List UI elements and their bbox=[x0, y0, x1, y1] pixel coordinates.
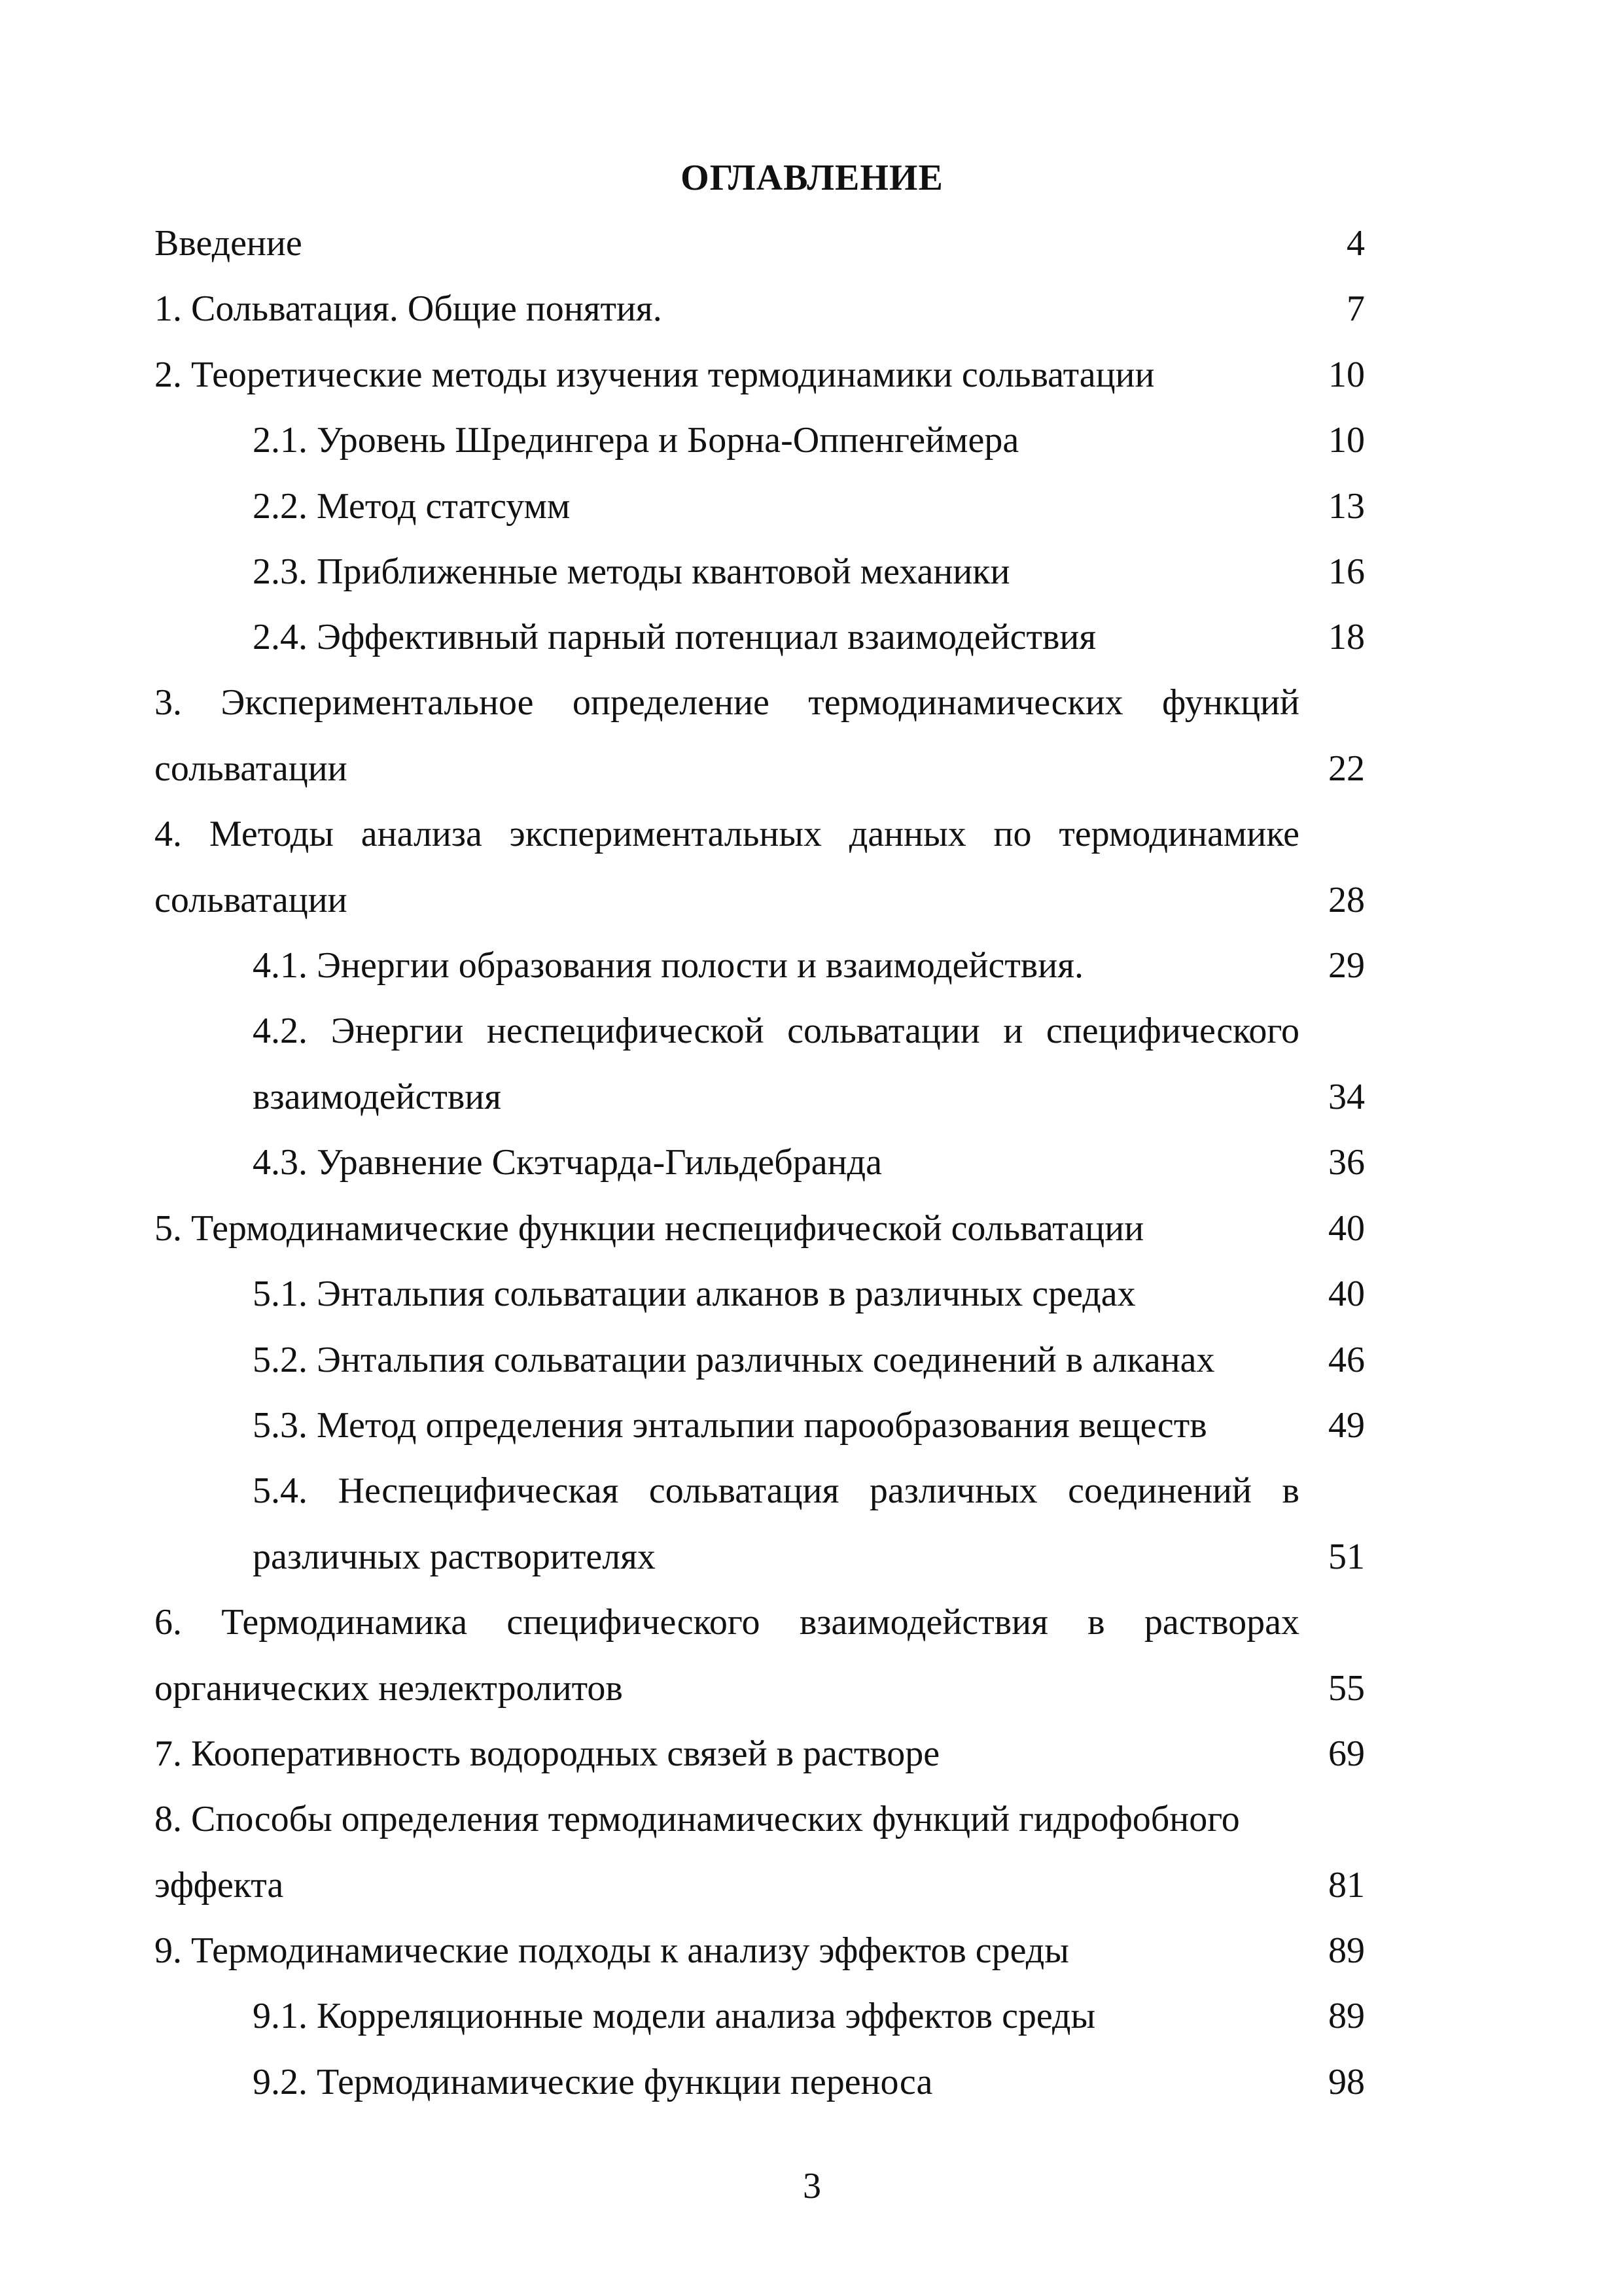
page-number: 3 bbox=[803, 2166, 821, 2206]
toc-entry-5-2[interactable]: 5.2. Энтальпия сольватации различных соединений в алканах bbox=[253, 1340, 1215, 1380]
toc-entry-5[interactable]: 5. Термодинамические функции неспецифической сольватации bbox=[154, 1208, 1144, 1249]
toc-page-number: 89 bbox=[1328, 1930, 1365, 1971]
toc-entry-6-continuation[interactable]: органических неэлектролитов bbox=[154, 1668, 623, 1709]
toc-entry-7[interactable]: 7. Кооперативность водородных связей в растворе bbox=[154, 1733, 940, 1774]
toc-page-number: 69 bbox=[1328, 1733, 1365, 1774]
toc-entry-1[interactable]: 1. Сольватация. Общие понятия. bbox=[154, 288, 662, 329]
toc-entry-2-4[interactable]: 2.4. Эффективный парный потенциал взаимодействия bbox=[253, 617, 1097, 657]
toc-entry-9-1[interactable]: 9.1. Корреляционные модели анализа эффектов среды bbox=[253, 1996, 1096, 2036]
toc-entry-4-3[interactable]: 4.3. Уравнение Скэтчарда-Гильдебранда bbox=[253, 1142, 882, 1183]
toc-page-number: 16 bbox=[1328, 551, 1365, 592]
toc-entry-9-2[interactable]: 9.2. Термодинамические функции переноса bbox=[253, 2062, 933, 2102]
toc-page-number: 81 bbox=[1328, 1865, 1365, 1905]
toc-page-number: 28 bbox=[1328, 880, 1365, 920]
toc-entry-3[interactable]: 3. Экспериментальное определение термодинамических функций bbox=[154, 682, 1299, 723]
toc-page-number: 98 bbox=[1328, 2062, 1365, 2102]
toc-page-number: 34 bbox=[1328, 1077, 1365, 1117]
toc-page-number: 46 bbox=[1328, 1340, 1365, 1380]
toc-entry-4-continuation[interactable]: сольватации bbox=[154, 880, 347, 920]
toc-page-number: 7 bbox=[1347, 288, 1365, 329]
toc-entry-3-continuation[interactable]: сольватации bbox=[154, 748, 347, 789]
toc-page-number: 18 bbox=[1328, 617, 1365, 657]
toc-entry-4-2-continuation[interactable]: взаимодействия bbox=[253, 1077, 502, 1117]
toc-entry-5-3[interactable]: 5.3. Метод определения энтальпии парообразования веществ bbox=[253, 1405, 1207, 1446]
toc-title: ОГЛАВЛЕНИЕ bbox=[680, 158, 944, 198]
toc-entry-8-continuation[interactable]: эффекта bbox=[154, 1865, 284, 1905]
toc-entry-4[interactable]: 4. Методы анализа экспериментальных данных по термодинамике bbox=[154, 814, 1299, 854]
toc-entry-4-1[interactable]: 4.1. Энергии образования полости и взаимодействия. bbox=[253, 945, 1084, 986]
toc-entry-intro[interactable]: Введение bbox=[154, 223, 302, 264]
toc-page-number: 40 bbox=[1328, 1274, 1365, 1314]
toc-entry-8[interactable]: 8. Способы определения термодинамических функций гидрофобного bbox=[154, 1799, 1240, 1839]
toc-page-number: 55 bbox=[1328, 1668, 1365, 1709]
toc-entry-2[interactable]: 2. Теоретические методы изучения термодинамики сольватации bbox=[154, 355, 1155, 395]
toc-page-number: 13 bbox=[1328, 486, 1365, 527]
toc-entry-2-2[interactable]: 2.2. Метод статсумм bbox=[253, 486, 571, 527]
toc-entry-9[interactable]: 9. Термодинамические подходы к анализу эффектов среды bbox=[154, 1930, 1069, 1971]
toc-page-number: 10 bbox=[1328, 355, 1365, 395]
toc-page-number: 29 bbox=[1328, 945, 1365, 986]
toc-entry-2-1[interactable]: 2.1. Уровень Шредингера и Борна-Оппенгеймера bbox=[253, 420, 1019, 461]
toc-page-number: 40 bbox=[1328, 1208, 1365, 1249]
toc-page-number: 36 bbox=[1328, 1142, 1365, 1183]
toc-entry-5-4[interactable]: 5.4. Неспецифическая сольватация различных соединений в bbox=[253, 1470, 1299, 1511]
toc-page-number: 51 bbox=[1328, 1537, 1365, 1577]
toc-page-number: 10 bbox=[1328, 420, 1365, 461]
toc-page-number: 4 bbox=[1347, 223, 1365, 264]
toc-entry-2-3[interactable]: 2.3. Приближенные методы квантовой механики bbox=[253, 551, 1010, 592]
toc-entry-4-2[interactable]: 4.2. Энергии неспецифической сольватации и специфического bbox=[253, 1011, 1299, 1051]
toc-page-number: 22 bbox=[1328, 748, 1365, 789]
toc-entry-5-4-continuation[interactable]: различных растворителях bbox=[253, 1537, 656, 1577]
toc-page-number: 89 bbox=[1328, 1996, 1365, 2036]
toc-page-number: 49 bbox=[1328, 1405, 1365, 1446]
toc-entry-5-1[interactable]: 5.1. Энтальпия сольватации алканов в различных средах bbox=[253, 1274, 1136, 1314]
toc-entry-6[interactable]: 6. Термодинамика специфического взаимодействия в растворах bbox=[154, 1602, 1299, 1643]
